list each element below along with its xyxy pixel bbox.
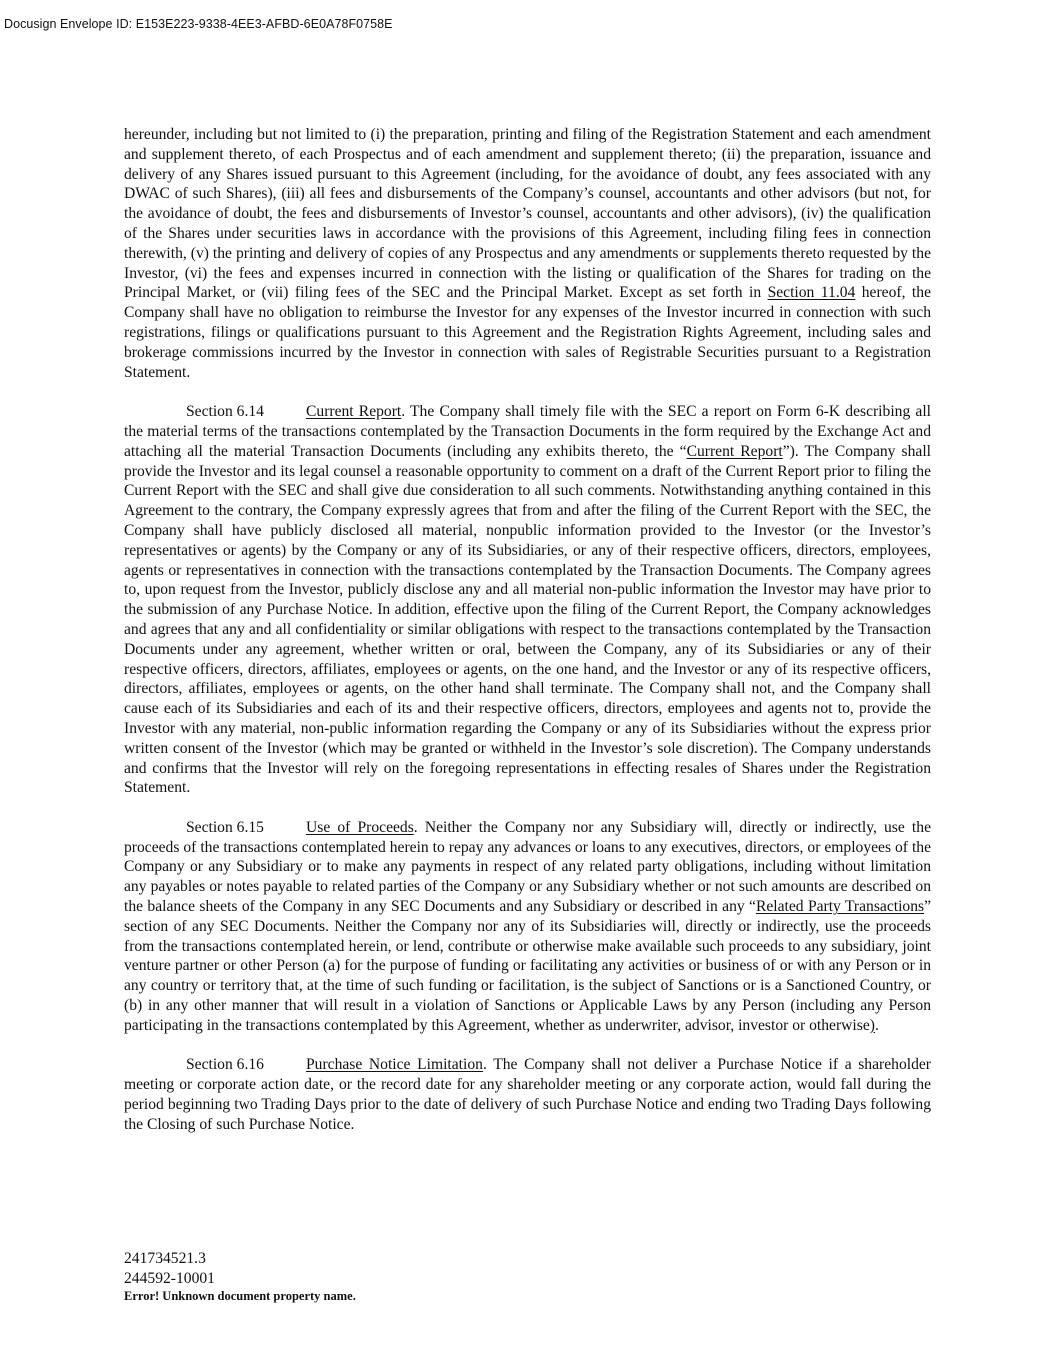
section-6-15-paragraph: [124, 818, 931, 1036]
section-text-a: . The Company shall timely file with the SEC a report on Form 6-K describing all the material terms of the transactions contemplated by the Transaction Documents in the form required by the Exchange Act and attaching all the material Transaction Documents (including any exhibits thereto, the “: [124, 403, 931, 460]
section-number: Section 6.14: [186, 403, 264, 421]
property-error: Error! Unknown document property name.: [124, 1289, 356, 1303]
section-heading: Current Report: [306, 403, 402, 421]
section-text-b: ”). The Company shall provide the Investor and its legal counsel a reasonable opportunity to comment on a draft of the Current Report prior to filing the Current Report with the SEC and shall give due consideration to all such comments. Notwithstanding anything contained in this Agreement to the contrary, the Company expressly agrees that from and after the filing of the Current Report with the SEC, the Company shall have publicly disclosed all material, nonpublic information provided to the Investor (or the Investor’s representatives or agents) by the Company or any of its Subsidiaries, or any of their respective officers, directors, employees, agents or representatives in connection with the transactions contemplated by the Transaction Documents. The Company agrees to, upon request from the Investor, publicly disclose any and all material non-public information the Investor may have prior to the submission of any Purchase Notice. In addition, effective upon the filing of the Current Report, the Company acknowledges and agrees that any and all confidentiality or similar obligations with respect to the transactions contemplated by the Transaction Documents under any agreement, whether written or oral, between the Company, any of its Subsidiaries or any of their respective officers, directors, affiliates, employees or agents, on the one hand, and the Investor or any of its respective officers, directors, affiliates, employees or agents, on the other hand shall terminate. The Company shall not, and the Company shall cause each of its Subsidiaries and each of its and their respective officers, directors, employees and agents not to, provide the Investor with any material, non-public information regarding the Company or any of its Subsidiaries without the express prior written consent of the Investor (which may be granted or withheld in the Investor’s sole discretion). The Company understands and confirms that the Investor will rely on the foregoing representations in effecting resales of Shares under the Registration Statement.: [124, 442, 932, 797]
doc-number: 241734521.3: [124, 1250, 206, 1267]
section-text-b: ” section of any SEC Documents. Neither the Company nor any of its Subsidiaries will, directly or indirectly, use the proceeds from the transactions contemplated herein, or lend, contribute or otherwise make available such proceeds to any subsidiary, joint venture partner or other Person (a) for the purpose of funding or facilitating any activities or business of or with any Person or in any country or territory that, at the time of such funding or facilitation, is the subject of Sanctions or is a Sanctioned Country, or (b) in any other manner that will result in a violation of Sanctions or Applicable Laws by any Person (including any Person participating in the transactions contemplated by this Agreement, whether as underwriter, advisor, investor or otherwise: [124, 898, 931, 1034]
section-6-14-paragraph: [124, 402, 931, 798]
section-number: Section 6.15: [186, 818, 264, 836]
docusign-envelope-id: Docusign Envelope ID: E153E223-9338-4EE3-AFBD-6E0A78F0758E: [4, 17, 393, 31]
section-6-16-paragraph: [124, 1055, 931, 1134]
document-footer: [124, 1249, 356, 1304]
continuation-text-b: hereof, the Company shall have no obligation to reimburse the Investor for any expenses of the Investor incurred in connection with such registrations, filings or qualifications pursuant to this Agreement and the Registration Rights Agreement, including sales and brokerage commissions incurred by the Investor in connection with sales of Registrable Securities pursuant to a Registration Statement.: [124, 284, 931, 381]
defined-term: Related Party Transactions: [755, 898, 925, 916]
defined-term: Current Report: [686, 442, 783, 460]
document-body: [124, 125, 931, 1154]
section-end: .: [874, 1016, 879, 1034]
client-matter-number: 244592-10001: [124, 1269, 215, 1287]
section-heading: Purchase Notice Limitation: [306, 1056, 483, 1074]
section-text-a: . Neither the Company nor any Subsidiary will, directly or indirectly, use the proceeds of the transactions contemplated herein to repay any advances or loans to any executives, directors, or employees of the Company or any Subsidiary or to make any payments in respect of any related party obligations, including without limitation any payables or notes payable to related parties of the Company or any Subsidiary whether or not such amounts are described on the balance sheets of the Company in any SEC Documents and any Subsidiary or described in any “: [124, 818, 931, 916]
continuation-text-a: hereunder, including but not limited to (i) the preparation, printing and filing of the Registration Statement and each amendment and supplement thereto, of each Prospectus and of each amendment and supplement thereto; (ii) the preparation, issuance and delivery of any Shares issued pursuant to this Agreement (including, for the avoidance of doubt, any fees associated with any DWAC of such Shares), (iii) all fees and disbursements of the Company’s counsel, accountants and other advisors (but not, for the avoidance of doubt, the fees and disbursements of Investor’s counsel, accountants and other advisors), (iv) the qualification of the Shares under securities laws in accordance with the provisions of this Agreement, including filing fees in connection therewith, (v) the printing and delivery of copies of any Prospectus and any amendments or supplements thereto requested by the Investor, (vi) the fees and expenses incurred in connection with the listing or qualification of the Shares for trading on the Principal Market, or (vii) filing fees of the SEC and the Principal Market. Except as set forth in: [124, 126, 931, 302]
section-text-a: . The Company shall not deliver a Purchase Notice if a shareholder meeting or corporate action date, or the record date for any shareholder meeting or any corporate action, would fall during the period beginning two Trading Days prior to the date of delivery of such Purchase Notice and ending two Trading Days following the Closing of such Purchase Notice.: [124, 1056, 931, 1133]
continuation-paragraph: [124, 125, 931, 382]
section-11-04-reference: Section 11.04: [767, 284, 856, 302]
section-number: Section 6.16: [186, 1056, 264, 1074]
section-heading: Use of Proceeds: [306, 818, 414, 836]
closing-paren: ): [869, 1016, 875, 1034]
